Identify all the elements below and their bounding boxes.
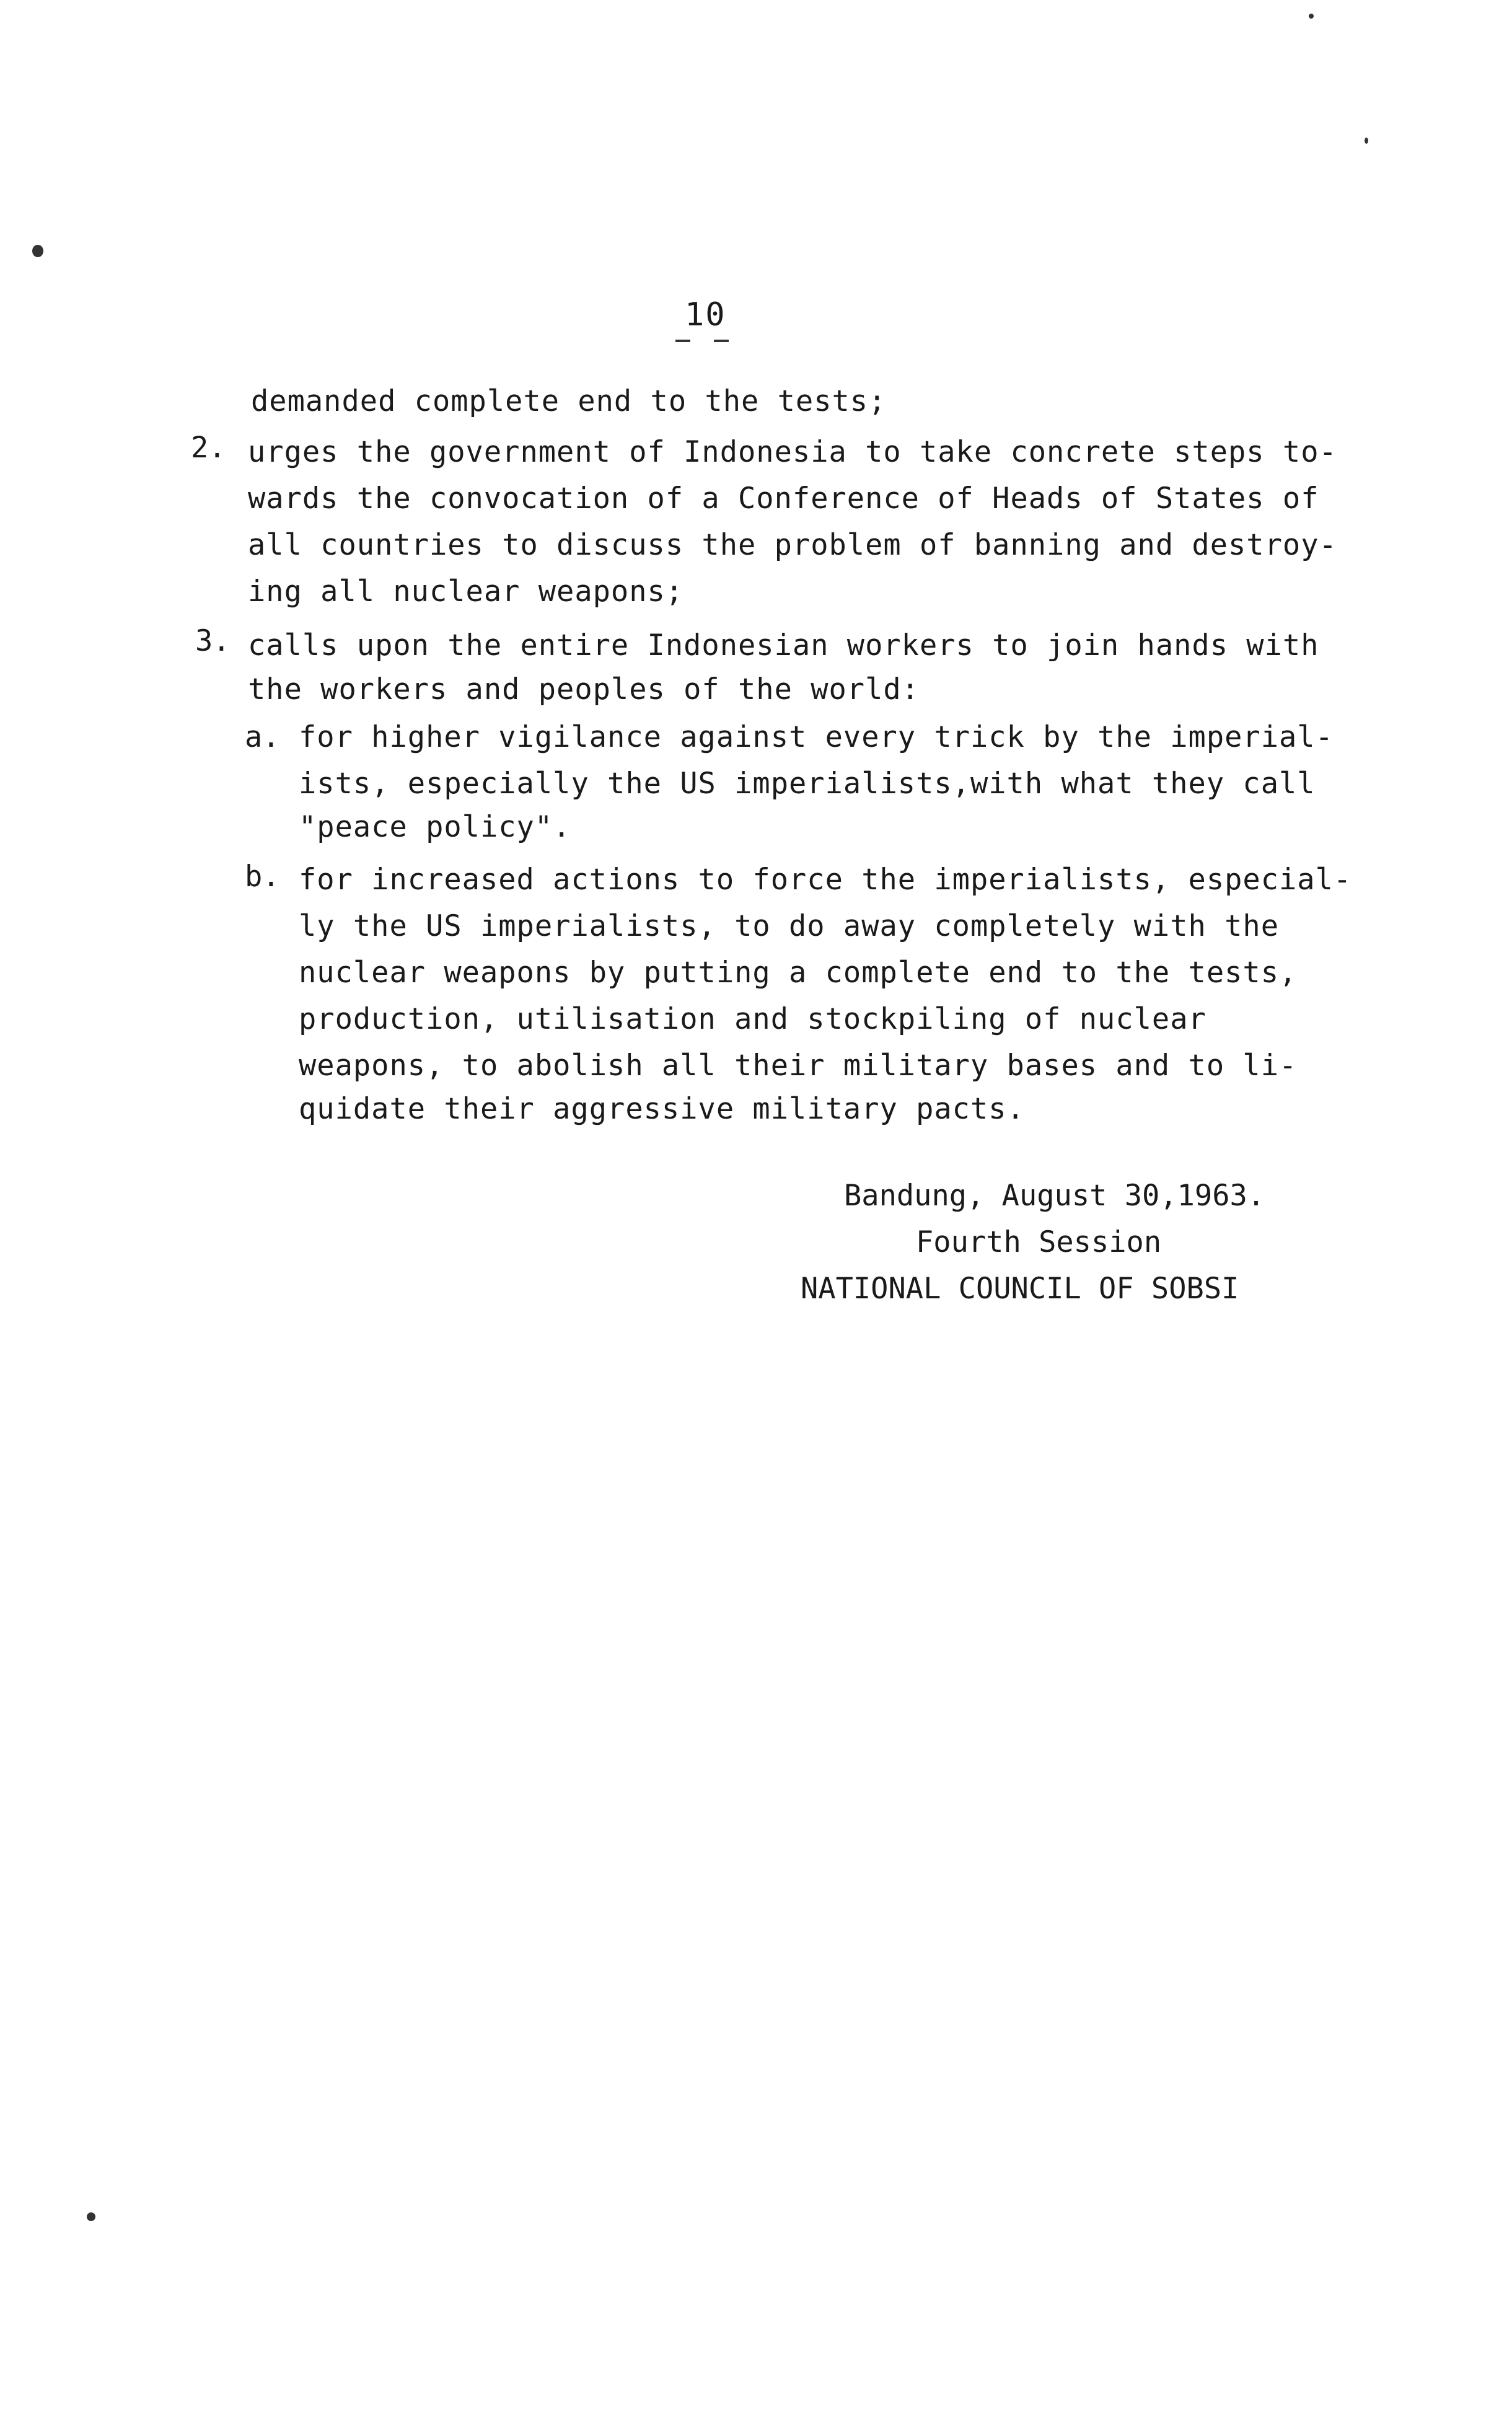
item-2-line: wards the convocation of a Conference of Heads of States of — [248, 482, 1319, 516]
item-3a-line: ists, especially the US imperialists,with what they call — [299, 767, 1316, 801]
item-2-line: ing all nuclear weapons; — [248, 574, 684, 609]
item-3a-line: "peace policy". — [299, 810, 571, 844]
item-3b-line: nuclear weapons by putting a complete end to the tests, — [299, 956, 1298, 990]
item-3-line: calls upon the entire Indonesian workers to join hands with — [248, 628, 1319, 662]
item-3a-line: for higher vigilance against every trick by the imperial- — [299, 720, 1334, 754]
item-3b-line: ly the US imperialists, to do away completely with the — [299, 909, 1280, 943]
continuation-line: demanded complete end to the tests; — [251, 384, 887, 418]
scan-speck — [87, 2212, 95, 2221]
scan-speck — [1365, 138, 1368, 144]
item-3-line: the workers and peoples of the world: — [248, 672, 920, 706]
item-3b-line: quidate their aggressive military pacts. — [299, 1092, 1025, 1126]
item-3b-line: production, utilisation and stockpiling of nuclear — [299, 1002, 1207, 1036]
item-2-line: all countries to discuss the problem of banning and destroy- — [248, 528, 1337, 562]
signature-session: Fourth Session — [916, 1225, 1162, 1259]
item-3a-label: a. — [245, 720, 280, 754]
item-3b-label: b. — [245, 860, 280, 894]
scan-speck — [675, 340, 690, 342]
page-number: 10 — [685, 296, 726, 333]
item-2-number: 2. — [191, 431, 226, 465]
item-3b-line: weapons, to abolish all their military bases and to li- — [299, 1049, 1298, 1083]
scan-speck — [1309, 14, 1314, 19]
scan-speck — [714, 340, 729, 342]
item-2-line: urges the government of Indonesia to take concrete steps to- — [248, 435, 1337, 469]
signature-organization: NATIONAL COUNCIL OF SOBSI — [801, 1272, 1239, 1306]
item-3-number: 3. — [195, 624, 231, 658]
signature-place-date: Bandung, August 30,1963. — [844, 1179, 1265, 1213]
item-3b-line: for increased actions to force the imperialists, especial- — [299, 863, 1352, 897]
scan-speck — [32, 245, 43, 257]
